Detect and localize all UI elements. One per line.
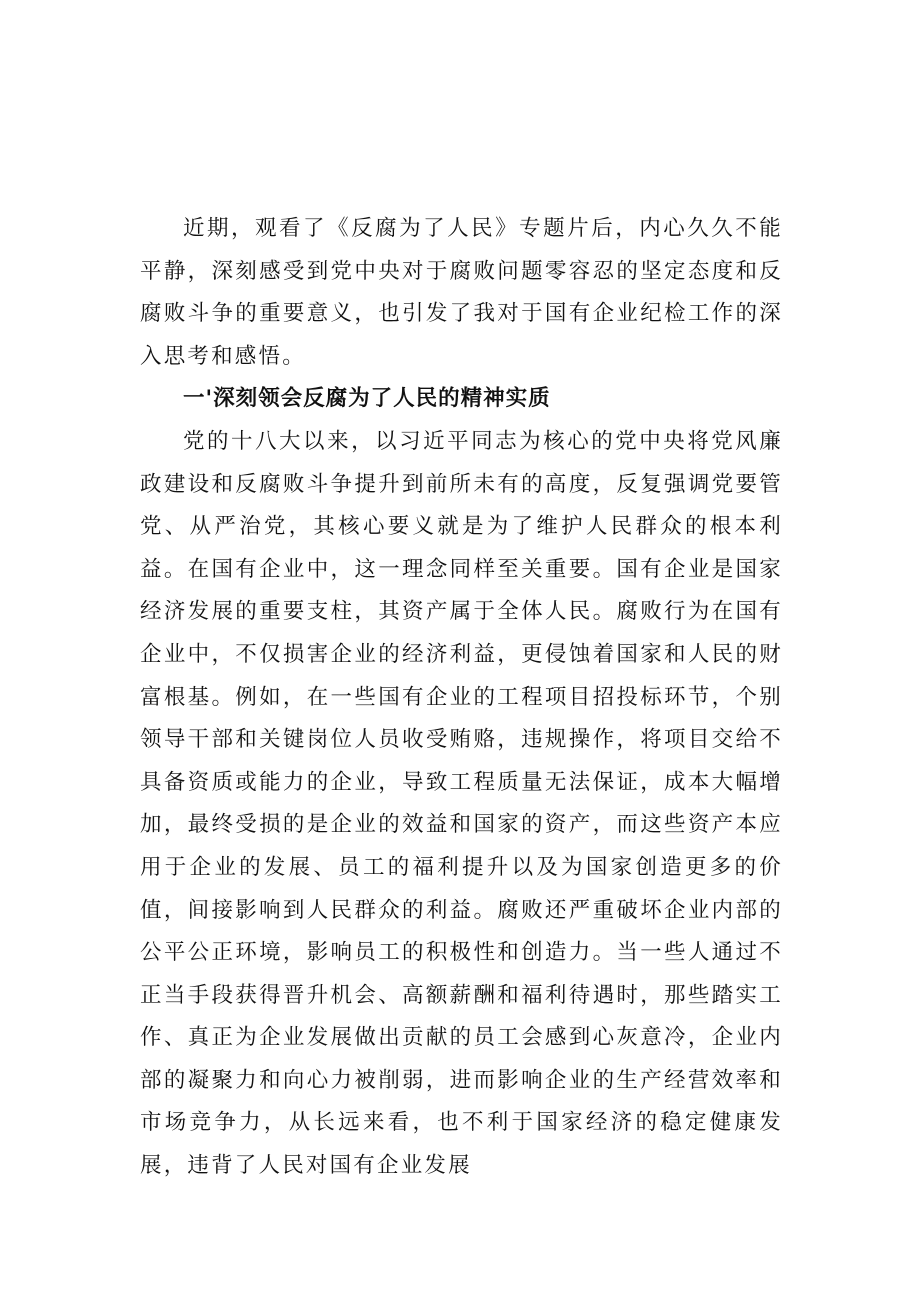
- document-body: [140, 208, 783, 1188]
- section-heading: 一'深刻领会反腐为了人民的精神实质: [183, 386, 551, 412]
- section-body-paragraph: 党的十八大以来，以习近平同志为核心的党中央将党风廉政建设和反腐败斗争提升到前所未有的高度，反复强调党要管党、从严治党，其核心要义就是为了维护人民群众的根本利益。在国有企业中，这一理念同样至关重要。国有企业是国家经济发展的重要支柱，其资产属于全体人民。腐败行为在国有企业中，不仅损害企业的经济利益，更侵蚀着国家和人民的财富根基。例如，在一些国有企业的工程项目招投标环节，个别领导干部和关键岗位人员收受贿赂，违规操作，将项目交给不具备资质或能力的企业，导致工程质量无法保证，成本大幅增加，最终受损的是企业的效益和国家的资产，而这些资产本应用于企业的发展、员工的福利提升以及为国家创造更多的价值，间接影响到人民群众的利益。腐败还严重破坏企业内部的公平公正环境，影响员工的积极性和创造力。当一些人通过不正当手段获得晋升机会、高额薪酬和福利待遇时，那些踏实工作、真正为企业发展做出贡献的员工会感到心灰意冷，企业内部的凝聚力和向心力被削弱，进而影响企业的生产经营效率和市场竞争力，从长远来看，也不利于国家经济的稳定健康发展，违背了人民对国有企业发展: [140, 428, 783, 1179]
- intro-paragraph: 近期，观看了《反腐为了人民》专题片后，内心久久不能平静，深刻感受到党中央对于腐败问题零容忍的坚定态度和反腐败斗争的重要意义，也引发了我对于国有企业纪检工作的深入思考和感悟。: [140, 216, 783, 369]
